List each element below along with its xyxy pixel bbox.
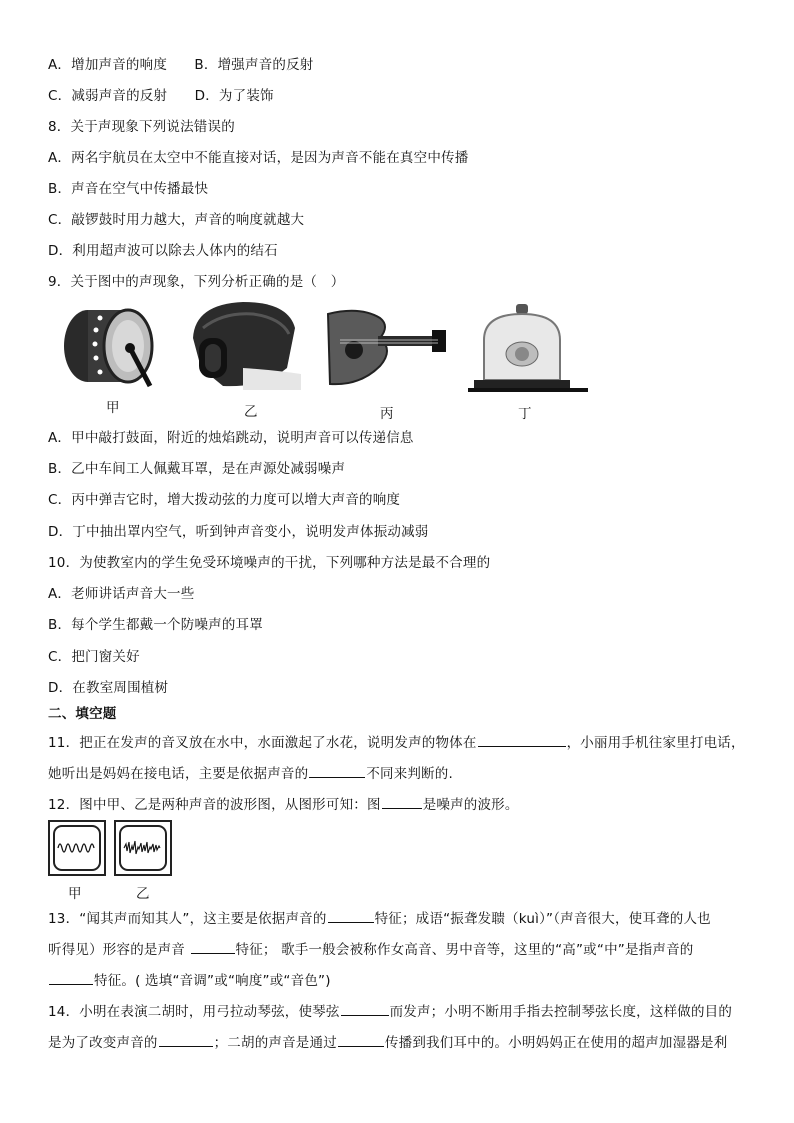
q8-option-a: A．两名宇航员在太空中不能直接对话，是因为声音不能在真空中传播 xyxy=(48,150,469,166)
q11-text-3: 她听出是妈妈在接电话，主要是依据声音的 xyxy=(48,766,309,782)
caption-jia: 甲 xyxy=(106,400,120,416)
q11-line1 xyxy=(48,732,745,752)
q7-options-cd: C．减弱声音的反射 D．为了装饰 xyxy=(48,88,274,104)
bell-jar-image xyxy=(460,304,590,396)
q11-line2 xyxy=(48,763,453,783)
q12-waveform-figure xyxy=(48,820,178,900)
q13-text-2: 特征；成语“振聋发聩（kuì）”（声音很大，使耳聋的人也 xyxy=(374,911,711,927)
caption-ding: 丁 xyxy=(518,406,532,422)
q14-text-5: 传播到我们耳中的。小明妈妈正在使用的超声加湿器是利 xyxy=(384,1035,728,1051)
q13-line2 xyxy=(48,939,693,959)
q13-text-1: 13．“闻其声而知其人”，这主要是依据声音的 xyxy=(48,911,327,927)
q12-line xyxy=(48,794,519,814)
q12-caption-yi: 乙 xyxy=(136,886,150,902)
q12-text-2: 是噪声的波形。 xyxy=(422,797,519,813)
q13-line3 xyxy=(48,970,331,990)
q12-caption-jia: 甲 xyxy=(68,886,82,902)
q14-text-4: ；二胡的声音是通过 xyxy=(213,1035,337,1051)
q7-options-ab: A．增加声音的响度 B．增强声音的反射 xyxy=(48,57,314,73)
q14-text-1: 14．小明在表演二胡时，用弓拉动琴弦，使琴弦 xyxy=(48,1004,340,1020)
q9-figure-row xyxy=(48,304,608,424)
q14-blank-2 xyxy=(159,1032,213,1047)
q8-option-c: C．敲锣鼓时用力越大，声音的响度就越大 xyxy=(48,212,305,228)
q14-line1 xyxy=(48,1001,732,1021)
caption-bing: 丙 xyxy=(380,406,394,422)
q12-blank xyxy=(382,794,422,809)
q11-blank-2 xyxy=(309,763,365,778)
q9-stem: 9．关于图中的声现象，下列分析正确的是（ ） xyxy=(48,274,345,290)
q10-option-d: D．在教室周围植树 xyxy=(48,680,169,696)
q13-text-4: 特征； 歌手一般会被称作女高音、男中音等，这里的“高”或“中”是指声音的 xyxy=(235,942,694,958)
q8-option-d: D．利用超声波可以除去人体内的结石 xyxy=(48,243,278,259)
q10-stem: 10．为使教室内的学生免受环境噪声的干扰，下列哪种方法是最不合理的 xyxy=(48,555,491,571)
q8-stem: 8．关于声现象下列说法错误的 xyxy=(48,119,235,135)
q13-text-3: 听得见）形容的是声音 xyxy=(48,942,190,958)
q10-option-c: C．把门窗关好 xyxy=(48,649,140,665)
q9-option-a: A．甲中敲打鼓面，附近的烛焰跳动，说明声音可以传递信息 xyxy=(48,430,414,446)
q8-option-b: B．声音在空气中传播最快 xyxy=(48,181,209,197)
q11-text-1: 11．把正在发声的音叉放在水中，水面激起了水花，说明发声的物体在 xyxy=(48,735,477,751)
q11-text-4: 不同来判断的. xyxy=(366,766,454,782)
q14-blank-3 xyxy=(338,1032,384,1047)
q10-option-b: B．每个学生都戴一个防噪声的耳罩 xyxy=(48,617,263,633)
caption-yi: 乙 xyxy=(244,404,258,420)
waveform-jia xyxy=(48,820,106,876)
q10-option-a: A．老师讲话声音大一些 xyxy=(48,586,195,602)
section-fill-in-heading: 二、填空题 xyxy=(48,706,117,722)
q9-option-d: D．丁中抽出罩内空气，听到钟声音变小，说明发声体振动减弱 xyxy=(48,524,429,540)
q13-blank-3 xyxy=(49,970,93,985)
waveform-yi xyxy=(114,820,172,876)
q9-option-b: B．乙中车间工人佩戴耳罩，是在声源处减弱噪声 xyxy=(48,461,346,477)
q11-text-2: ，小丽用手机往家里打电话， xyxy=(566,735,745,751)
q13-line1 xyxy=(48,908,711,928)
guitar-image xyxy=(320,304,450,392)
drum-image xyxy=(58,304,158,392)
q12-text-1: 12．图中甲、乙是两种声音的波形图，从图形可知：图 xyxy=(48,797,381,813)
q13-blank-1 xyxy=(328,908,374,923)
q13-blank-2 xyxy=(191,939,235,954)
q14-line2 xyxy=(48,1032,727,1052)
q11-blank-1 xyxy=(478,732,566,747)
q14-blank-1 xyxy=(341,1001,389,1016)
q9-option-c: C．丙中弹吉它时，增大拨动弦的力度可以增大声音的响度 xyxy=(48,492,401,508)
q14-text-2: 而发声；小明不断用手指去控制琴弦长度，这样做的目的 xyxy=(389,1004,733,1020)
q13-text-5: 特征。( 选填“音调”或“响度”或“音色”) xyxy=(94,973,331,989)
q14-text-3: 是为了改变声音的 xyxy=(48,1035,158,1051)
earmuff-worker-image xyxy=(183,298,308,394)
